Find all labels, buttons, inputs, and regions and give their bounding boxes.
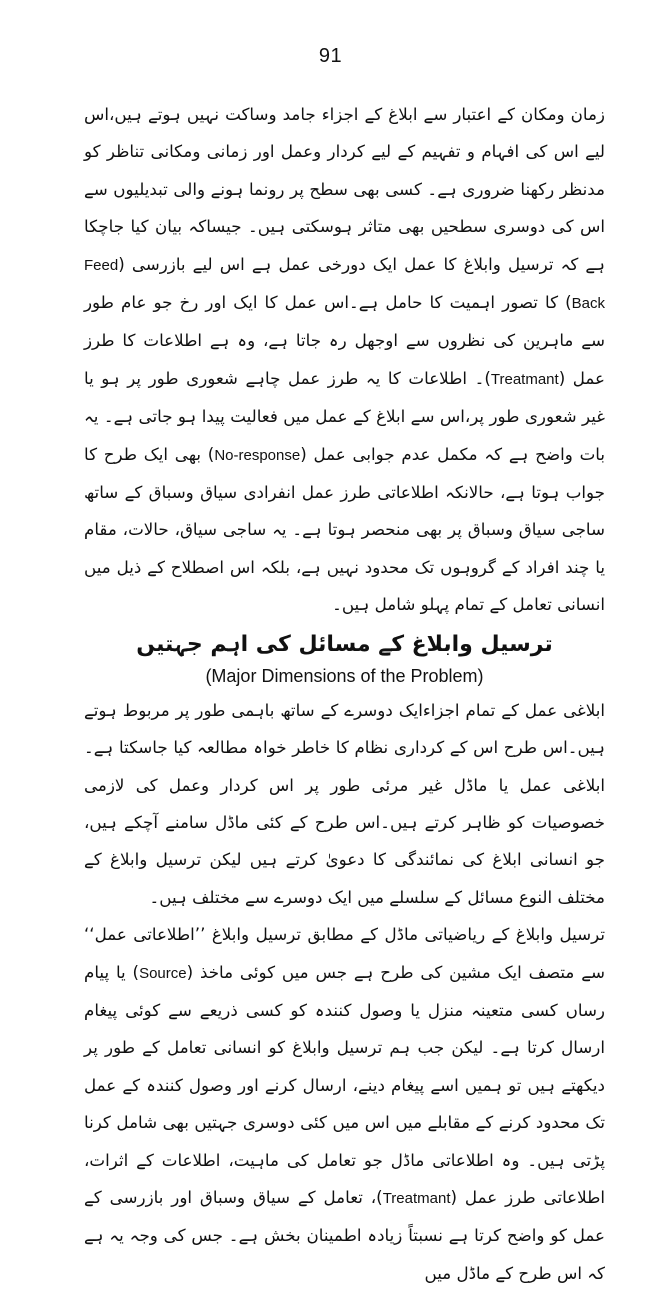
term-source: Source: [139, 964, 187, 982]
paragraph-2: ابلاغی عمل کے تمام اجزاءایک دوسرے کے ساتھ باہمی طور پر مربوط ہوتے ہیں۔اس طرح اس کے کرداری نظام کا خاطر خواہ مطالعہ کیا جاسکتا ہے۔ ابلاغی عمل یا ماڈل غیر مرئی طور پر اس کردار وعمل کی لازمی خصوصیات کو ظاہر کرتے ہیں۔اس طرح کے کئی ماڈل سامنے آچکے ہیں، جو انسانی ابلاغ کی نمائندگی کا دعویٰ کرتے ہیں لیکن ترسیل وابلاغ کے مختلف النوع مسائل کے سلسلے میں ایک دوسرے سے مختلف ہیں۔: [84, 699, 605, 907]
paragraph-1: [84, 96, 605, 624]
section-subheading: (Major Dimensions of the Problem): [205, 665, 484, 686]
paragraph-1-text-b: ) کا تصور اہمیت کا حامل ہے۔اس عمل کا ایک اور رخ جو عام طور سے ماہرین کی نظروں سے اوجھل رہ جاتا ہے، وہ ہے اطلاعات کا طرز عمل (: [84, 292, 605, 388]
section-heading: ترسیل وابلاغ کے مسائل کی اہم جہتیں: [136, 631, 553, 657]
paragraph-3-text-b: ) یا پیام رساں کسی متعینہ منزل یا وصول کنندہ کو کسی ذریعے سے کوئی پیغام ارسال کرتا ہے۔ لیکن جب ہم ترسیل وابلاغ کو انسانی تعامل کے طور پر دیکھتے ہیں تو ہمیں اسے پیغام دینے، ارسال کرنے اور وصول کنندہ کے عمل تک محدود کرنے کے مقابلے میں اس میں کئی دوسری جہتیں بھی شامل کرنا پڑتی ہیں۔ وہ اطلاعاتی ماڈل جو تعامل کی ماہیت، اطلاعات کے اثرات، اطلاعاتی طرز عمل (: [84, 961, 606, 1207]
term-no-response: No-response: [214, 446, 301, 464]
page-content: [84, 96, 605, 1292]
paragraph-1-text-a: زمان ومکان کے اعتبار سے ابلاغ کے اجزاء جامد وساکت نہیں ہوتے ہیں،اس لیے اس کی افہام و تفہیم کے لیے کردار وعمل اور زمانی ومکانی تناظر کو مدنظر رکھنا ضروری ہے۔ کسی بھی سطح پر رونما ہونے والی تبدیلیوں سے اس کی دوسری سطحیں بھی متاثر ہوسکتی ہیں۔ جیساکہ بیان کیا جاچکا ہے کہ ترسیل وابلاغ کا عمل ایک دورخی عمل ہے اس لیے بازرسی (: [84, 104, 605, 274]
page-number: 91: [318, 45, 343, 67]
paragraph-3: [84, 916, 605, 1292]
paragraph-1-text-d: ) بھی ایک طرح کا جواب ہوتا ہے، حالانکہ اطلاعاتی طرز عمل انفرادی سیاق وسباق کے ساتھ ساجی سیاق وسباق پر بھی منحصر ہوتا ہے۔ یہ ساجی سیاق، حالات، مقام یا چند افراد کے گروہوں تک محدود نہیں ہے، بلکہ اس اصطلاح کے ذیل میں انسانی تعامل کے تمام پہلو شامل ہیں۔: [84, 443, 605, 615]
paragraph-3-text-c: )، تعامل کے سیاق وسباق اور بازرسی کے عمل کو واضح کرتا ہے نسبتاً زیادہ اطمینان بخش ہے۔ جس کی وجہ یہ ہے کہ اس طرح کے ماڈل میں: [84, 1186, 605, 1283]
term-feed-back: Feed Back: [84, 256, 605, 313]
term-treatmant-2: Treatmant: [382, 1189, 451, 1207]
term-treatmant: Treatmant: [490, 370, 559, 388]
paragraph-1-text-c: )۔ اطلاعات کا یہ طرز عمل چاہے شعوری طور پر ہو یا غیر شعوری طور پر،اس سے ابلاغ کے عمل میں فعالیت پیدا ہو جاتی ہے۔ یہ بات واضح ہے کہ مکمل عدم جوابی عمل (: [84, 367, 606, 464]
paragraph-3-text-a: ترسیل وابلاغ کے ریاضیاتی ماڈل کے مطابق ترسیل وابلاغ ’’اطلاعاتی عمل‘‘ سے متصف ایک مشین کی طرح ہے جس میں کوئی ماخذ (: [84, 924, 605, 982]
